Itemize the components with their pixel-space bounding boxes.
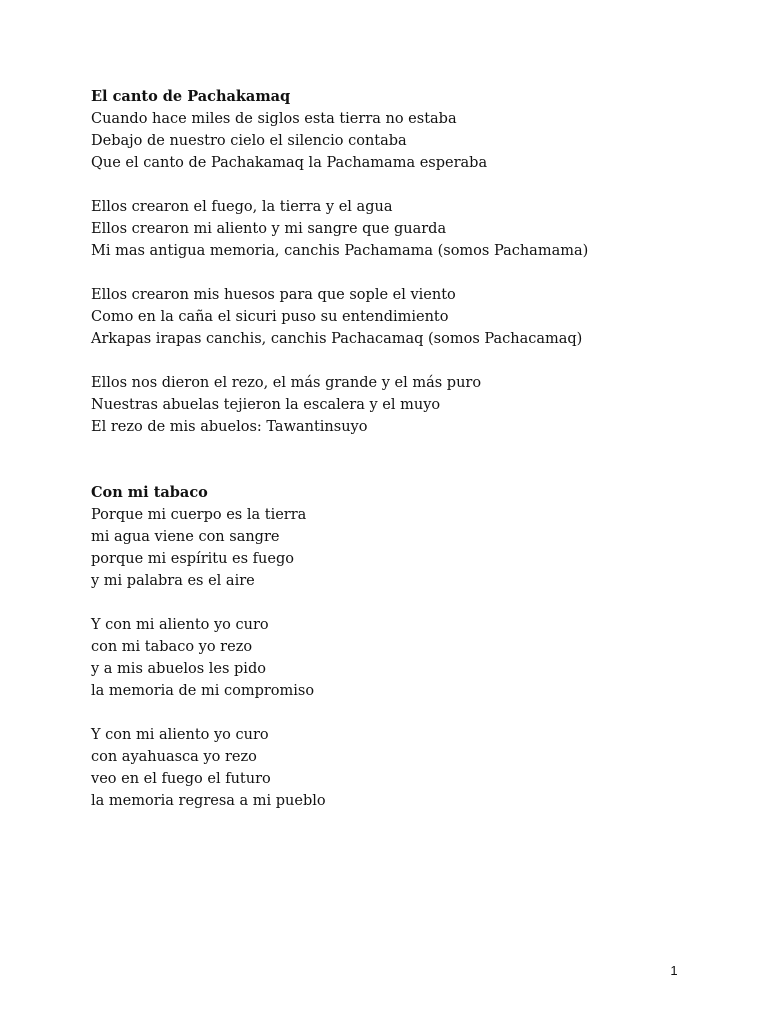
verse-line: Ellos crearon el fuego, la tierra y el agua [91, 199, 393, 215]
verse-line: El rezo de mis abuelos: Tawantinsuyo [91, 419, 368, 435]
verse-line: Que el canto de Pachakamaq la Pachamama esperaba [91, 155, 488, 171]
stanza [91, 372, 711, 438]
verse-line: Porque mi cuerpo es la tierra [91, 507, 307, 523]
stanza [91, 108, 711, 174]
section-title: Con mi tabaco [91, 484, 208, 501]
document-page [91, 86, 711, 812]
section-gap [91, 438, 711, 482]
stanza [91, 614, 711, 702]
verse-line: con mi tabaco yo rezo [91, 639, 253, 655]
verse-line: Ellos nos dieron el rezo, el más grande y el más puro [91, 375, 482, 391]
stanza [91, 724, 711, 812]
verse-line: con ayahuasca yo rezo [91, 749, 257, 765]
verse-line: Cuando hace miles de siglos esta tierra no estaba [91, 111, 457, 127]
stanza-gap [91, 592, 711, 614]
page-number: 1 [670, 963, 678, 978]
verse-line: Arkapas irapas canchis, canchis Pachacamaq (somos Pachacamaq) [91, 331, 583, 347]
verse-line: la memoria de mi compromiso [91, 683, 315, 699]
verse-line: porque mi espíritu es fuego [91, 551, 294, 567]
verse-line: Como en la caña el sicuri puso su entendimiento [91, 309, 449, 325]
stanza-gap [91, 174, 711, 196]
verse-line: Ellos crearon mi aliento y mi sangre que guarda [91, 221, 447, 237]
verse-line: Nuestras abuelas tejieron la escalera y el muyo [91, 397, 441, 413]
verse-line: Mi mas antigua memoria, canchis Pachamama (somos Pachamama) [91, 243, 589, 259]
verse-line: la memoria regresa a mi pueblo [91, 793, 326, 809]
verse-line: Debajo de nuestro cielo el silencio contaba [91, 133, 407, 149]
stanza-gap [91, 702, 711, 724]
verse-line: Ellos crearon mis huesos para que sople el viento [91, 287, 456, 303]
stanza [91, 284, 711, 350]
verse-line: y a mis abuelos les pido [91, 661, 266, 677]
stanza [91, 504, 711, 592]
stanza [91, 196, 711, 262]
verse-line: y mi palabra es el aire [91, 573, 255, 589]
verse-line: veo en el fuego el futuro [91, 771, 271, 787]
stanza-gap [91, 350, 711, 372]
verse-line: Y con mi aliento yo curo [91, 617, 269, 633]
stanza-gap [91, 262, 711, 284]
verse-line: mi agua viene con sangre [91, 529, 280, 545]
section-title: El canto de Pachakamaq [91, 88, 291, 105]
verse-line: Y con mi aliento yo curo [91, 727, 269, 743]
